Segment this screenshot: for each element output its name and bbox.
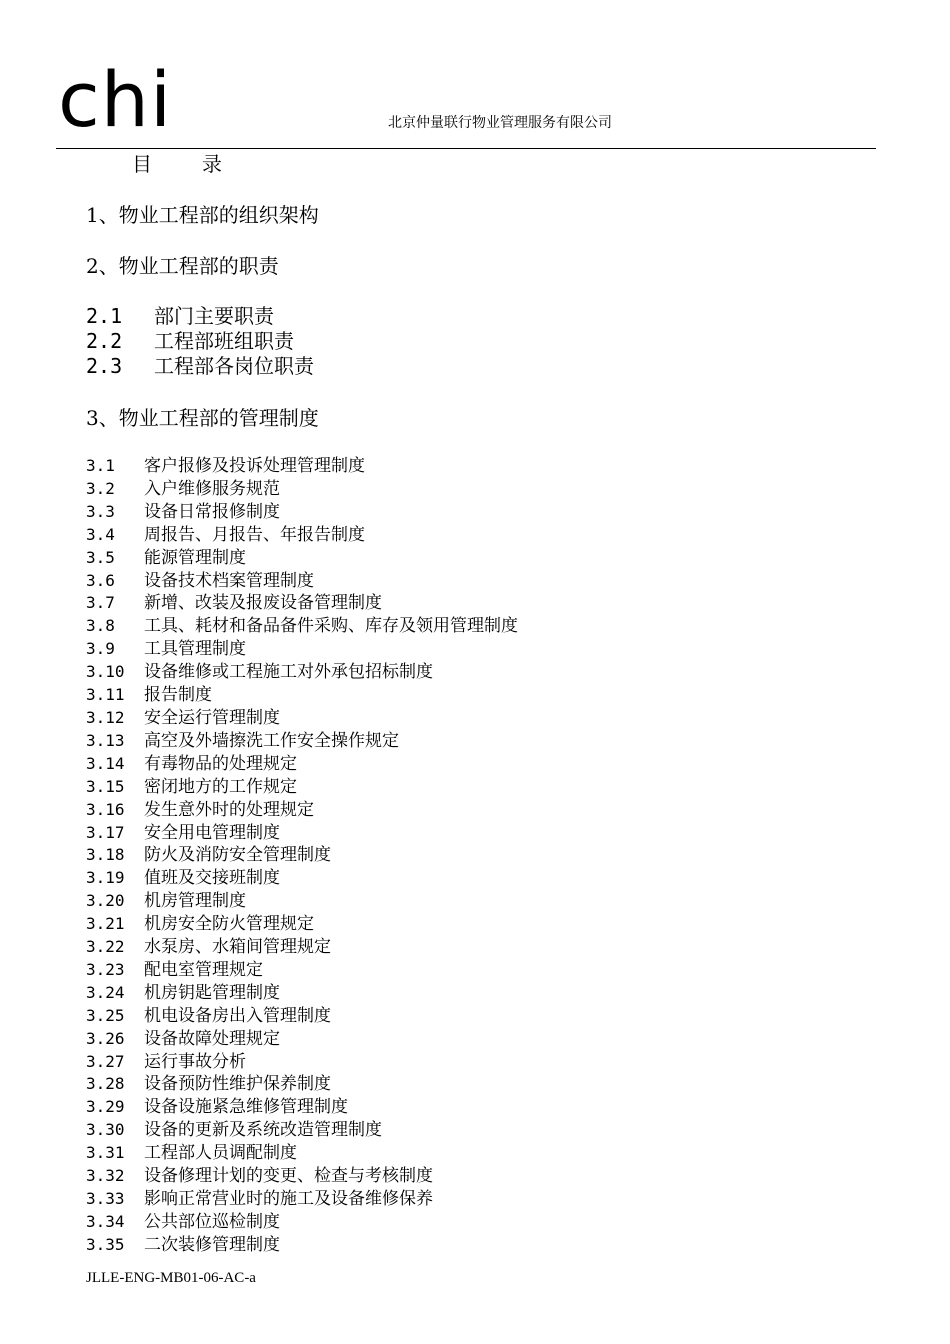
- toc-item-number: 3.11: [86, 685, 125, 705]
- toc-item: [86, 707, 518, 730]
- toc-item-number: 3.21: [86, 914, 125, 934]
- toc-title-char: 录: [202, 152, 222, 176]
- toc-section-3-list: [86, 455, 518, 1257]
- toc-item-number: 3.23: [86, 959, 125, 979]
- toc-title: [132, 151, 222, 177]
- toc-item-label: 报告制度: [144, 685, 212, 706]
- toc-item: [86, 1119, 518, 1142]
- company-name: 北京仲量联行物业管理服务有限公司: [388, 115, 612, 131]
- toc-item-number: 3.33: [86, 1189, 125, 1208]
- toc-item-number: 3.31: [86, 1143, 125, 1163]
- toc-item-label: 安全运行管理制度: [144, 707, 280, 728]
- toc-item-number: 3.29: [86, 1097, 125, 1117]
- document-code: JLLE-ENG-MB01-06-AC-a: [86, 1270, 256, 1286]
- toc-item-label: 周报告、月报告、年报告制度: [144, 524, 365, 545]
- toc-item: [86, 867, 518, 890]
- toc-item-label: 机房管理制度: [144, 891, 246, 912]
- toc-item-number: 3.16: [86, 799, 125, 819]
- toc-section-1: 1、物业工程部的组织架构: [86, 203, 319, 227]
- toc-subitem-number: 2.1: [86, 304, 123, 328]
- toc-item: [86, 844, 518, 867]
- header-rule: [56, 148, 876, 149]
- toc-item-label: 客户报修及投诉处理管理制度: [144, 456, 365, 476]
- toc-item-number: 3.19: [86, 868, 125, 888]
- toc-item-label: 设备设施紧急维修管理制度: [144, 1097, 348, 1118]
- toc-item-number: 3.25: [86, 1005, 125, 1025]
- toc-item-number: 3.14: [86, 753, 125, 773]
- toc-item-label: 有毒物品的处理规定: [144, 753, 297, 774]
- toc-item-label: 设备日常报修制度: [144, 501, 280, 522]
- toc-item: [86, 455, 518, 478]
- toc-item-label: 值班及交接班制度: [144, 868, 280, 889]
- toc-item: [86, 615, 518, 638]
- toc-item: [86, 730, 518, 753]
- toc-item-label: 能源管理制度: [144, 547, 246, 568]
- toc-item: [86, 570, 518, 593]
- toc-item-number: 3.15: [86, 776, 125, 796]
- toc-item: [86, 524, 518, 547]
- toc-item-number: 3.9: [86, 639, 115, 659]
- toc-item-number: 3.6: [86, 570, 115, 590]
- toc-item-number: 3.4: [86, 524, 115, 544]
- toc-item-number: 3.20: [86, 891, 125, 911]
- toc-item-number: 3.35: [86, 1234, 125, 1254]
- toc-item: [86, 1051, 518, 1074]
- toc-item-label: 影响正常营业时的施工及设备维修保养: [144, 1189, 433, 1209]
- toc-section-2: 2、物业工程部的职责: [86, 254, 279, 278]
- toc-item-number: 3.3: [86, 501, 115, 521]
- toc-item: [86, 959, 518, 982]
- toc-item-number: 3.27: [86, 1051, 125, 1071]
- toc-item: [86, 1188, 518, 1211]
- toc-item-label: 二次装修管理制度: [144, 1234, 280, 1255]
- toc-item: [86, 822, 518, 845]
- toc-item: [86, 1165, 518, 1188]
- toc-item-number: 3.26: [86, 1028, 125, 1048]
- toc-section-3: 3、物业工程部的管理制度: [86, 406, 319, 430]
- toc-item-number: 3.24: [86, 982, 125, 1002]
- toc-item: [86, 1073, 518, 1096]
- toc-item: [86, 982, 518, 1005]
- toc-item-number: 3.1: [86, 456, 115, 475]
- toc-item: [86, 1096, 518, 1119]
- toc-item-number: 3.17: [86, 822, 125, 842]
- toc-item-label: 设备故障处理规定: [144, 1028, 280, 1049]
- toc-item: [86, 501, 518, 524]
- toc-item-label: 发生意外时的处理规定: [144, 799, 314, 820]
- toc-item: [86, 776, 518, 799]
- toc-item-number: 3.12: [86, 707, 125, 727]
- toc-item: [86, 890, 518, 913]
- toc-item: [86, 1211, 518, 1234]
- toc-item-label: 工程部人员调配制度: [144, 1143, 297, 1164]
- toc-item: [86, 684, 518, 707]
- toc-item-label: 运行事故分析: [144, 1051, 246, 1072]
- toc-item-number: 3.7: [86, 593, 115, 613]
- toc-item-label: 设备预防性维护保养制度: [144, 1074, 331, 1095]
- toc-item-number: 3.28: [86, 1074, 125, 1094]
- toc-item-label: 入户维修服务规范: [144, 478, 280, 499]
- toc-item-label: 水泵房、水箱间管理规定: [144, 937, 331, 958]
- toc-item-label: 设备修理计划的变更、检查与考核制度: [144, 1166, 433, 1187]
- toc-subitem: [86, 354, 314, 379]
- toc-item: [86, 1234, 518, 1257]
- toc-item-label: 公共部位巡检制度: [144, 1211, 280, 1232]
- toc-subitem: [86, 304, 274, 329]
- toc-item-label: 机房安全防火管理规定: [144, 914, 314, 935]
- toc-title-char: 目: [132, 152, 152, 176]
- toc-subitem: [86, 329, 294, 354]
- toc-item-label: 工具管理制度: [144, 639, 246, 660]
- toc-item-label: 防火及消防安全管理制度: [144, 845, 331, 866]
- toc-item: [86, 547, 518, 570]
- toc-subitem-label: 工程部各岗位职责: [154, 354, 314, 378]
- toc-item-number: 3.2: [86, 478, 115, 498]
- toc-item: [86, 753, 518, 776]
- toc-item-number: 3.30: [86, 1120, 125, 1140]
- toc-item: [86, 478, 518, 501]
- toc-item-number: 3.32: [86, 1166, 125, 1186]
- toc-item-label: 配电室管理规定: [144, 959, 263, 980]
- toc-subitem-label: 部门主要职责: [154, 304, 274, 328]
- toc-subitem-label: 工程部班组职责: [154, 329, 294, 353]
- toc-subitem-number: 2.3: [86, 354, 123, 378]
- toc-item-label: 安全用电管理制度: [144, 822, 280, 843]
- toc-item: [86, 1142, 518, 1165]
- toc-item-label: 密闭地方的工作规定: [144, 776, 297, 797]
- toc-item-label: 新增、改装及报废设备管理制度: [144, 593, 382, 614]
- toc-item-number: 3.10: [86, 662, 125, 682]
- toc-item-label: 工具、耗材和备品备件采购、库存及领用管理制度: [144, 616, 518, 637]
- toc-item-label: 机房钥匙管理制度: [144, 982, 280, 1003]
- toc-item: [86, 913, 518, 936]
- logo: chi: [58, 55, 173, 144]
- toc-item-number: 3.8: [86, 616, 115, 636]
- toc-subitem-number: 2.2: [86, 329, 123, 353]
- toc-item: [86, 799, 518, 822]
- toc-item: [86, 1005, 518, 1028]
- toc-item-label: 高空及外墙擦洗工作安全操作规定: [144, 730, 399, 751]
- toc-item-number: 3.13: [86, 730, 125, 750]
- toc-item-label: 设备维修或工程施工对外承包招标制度: [144, 662, 433, 683]
- toc-item-number: 3.34: [86, 1211, 125, 1231]
- toc-item-number: 3.5: [86, 547, 115, 567]
- toc-item: [86, 936, 518, 959]
- toc-item-label: 设备技术档案管理制度: [144, 570, 314, 591]
- toc-item-label: 机电设备房出入管理制度: [144, 1005, 331, 1026]
- toc-item: [86, 1028, 518, 1051]
- toc-item: [86, 592, 518, 615]
- toc-item: [86, 638, 518, 661]
- toc-item: [86, 661, 518, 684]
- toc-item-label: 设备的更新及系统改造管理制度: [144, 1120, 382, 1141]
- toc-item-number: 3.18: [86, 845, 125, 865]
- toc-item-number: 3.22: [86, 937, 125, 957]
